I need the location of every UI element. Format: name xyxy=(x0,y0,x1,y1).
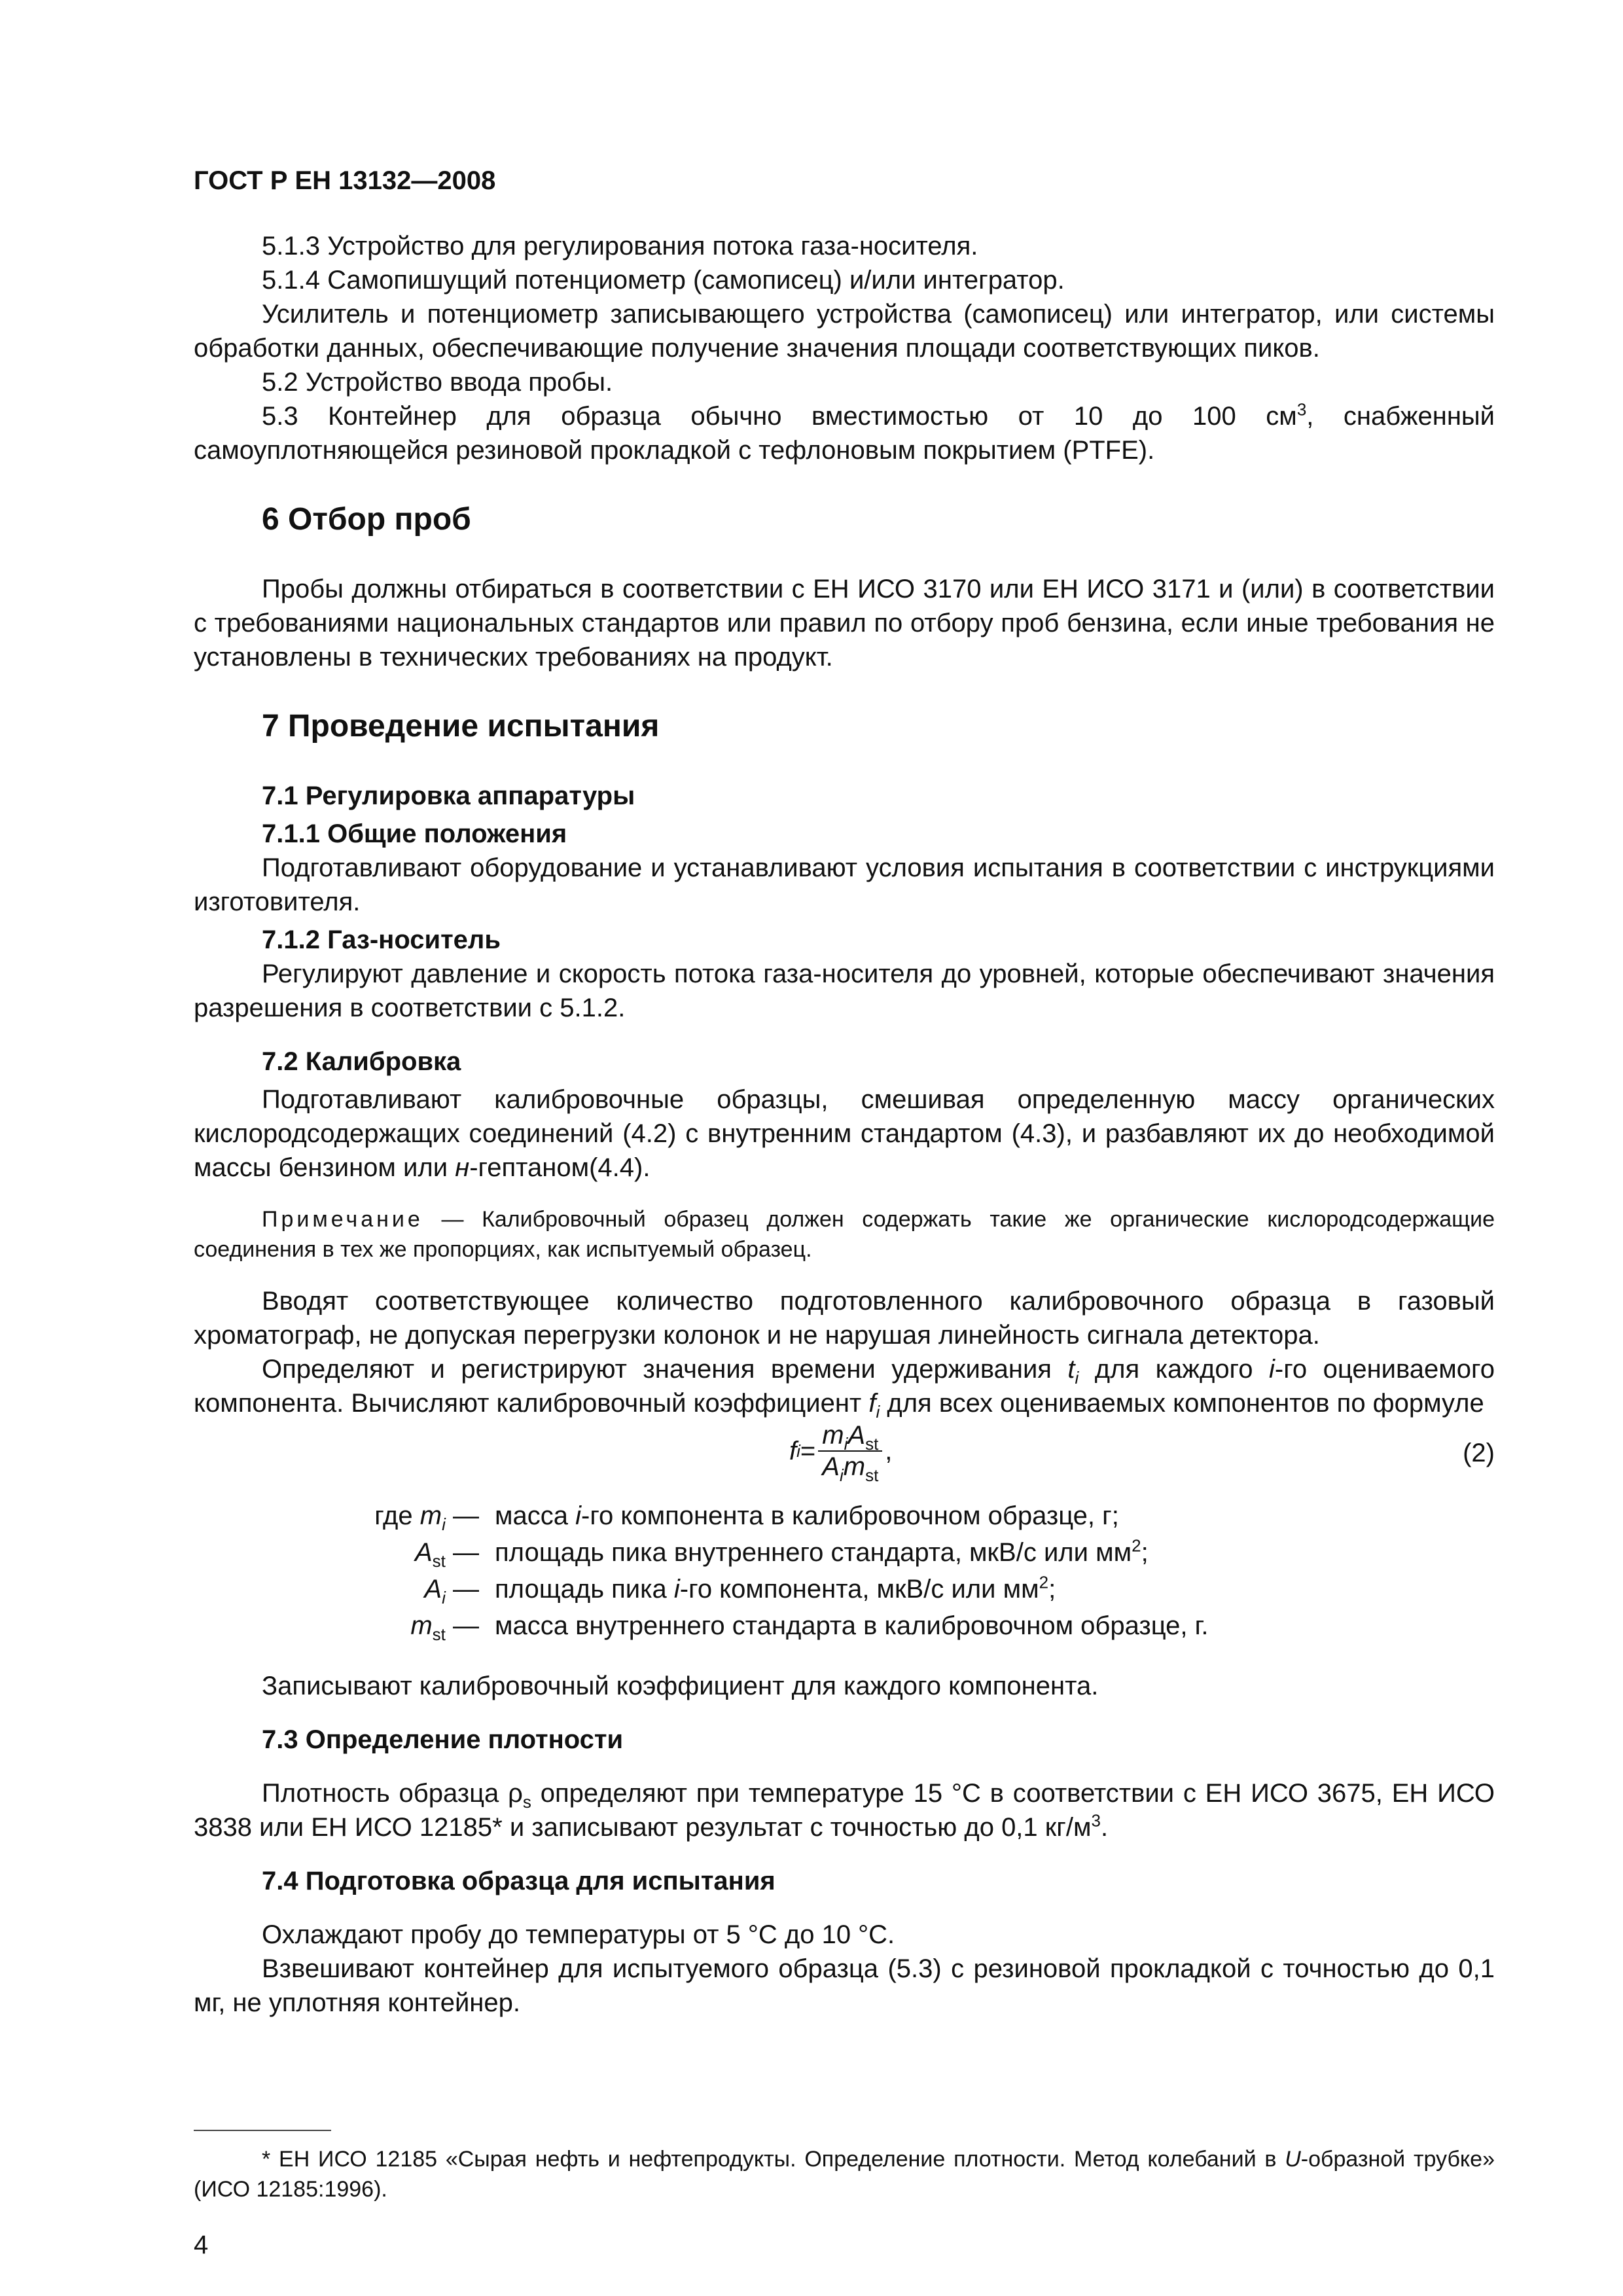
para-7-4-weigh: Взвешивают контейнер для испытуемого образца (5.3) с резиновой прокладкой с точностью до 0,1 мг, не уплотняя контейнер. xyxy=(194,1954,1495,2017)
document-header: ГОСТ Р ЕН 13132—2008 xyxy=(194,166,496,195)
formula-denominator: $A_im_{st}$ xyxy=(822,1452,879,1485)
section-7-heading: 7 Проведение испытания xyxy=(262,709,660,744)
section-7-1-1-heading: 7.1.1 Общие положения xyxy=(262,819,567,848)
section-7-4-heading: 7.4 Подготовка образца для испытания xyxy=(262,1867,776,1895)
where-list: где $m_i$ — масса i-го компонента в калибровочном образце, г; $A_{st}$ — площадь пика внутреннего стандарта, мкВ/с или $мм^2$; $A_i$ — площадь пика i-го компонента, мкВ/с или $мм^2$; $m_{st}$ — масса внутреннего стандарта в калибровочном образце, г. xyxy=(374,1501,1209,1644)
para-5-1-4-desc: Усилитель и потенциометр записывающего устройства (самописец) или интегратор, или системы обработки данных, обеспечивающие получение значения площади соответствующих пиков. xyxy=(194,300,1495,363)
para-7-4-cool: Охлаждают пробу до температуры от 5 °С до 10 °С. xyxy=(262,1920,895,1949)
section-6-heading: 6 Отбор проб xyxy=(262,502,471,537)
para-6: Пробы должны отбираться в соответствии с ЕН ИСО 3170 или ЕН ИСО 3171 и (или) в соответствии с требованиями национальных стандартов или правил по отбору проб бензина, если иные требования не установлены в технических требованиях на продукт. xyxy=(194,575,1495,672)
para-7-1-1: Подготавливают оборудование и устанавливают условия испытания в соответствии с инструкциями изготовителя. xyxy=(194,853,1495,916)
para-7-2-retention: Определяют и регистрируют значения времени удерживания $t_i$ для каждого i-го оцениваемого компонента. Вычисляют калибровочный коэффициент $f_i$ для всех оцениваемых компонентов по формуле xyxy=(194,1355,1495,1422)
para-5-1-3: 5.1.3 Устройство для регулирования потока газа-носителя. xyxy=(262,232,978,260)
footnote: * ЕН ИСО 12185 «Сырая нефть и нефтепродукты. Определение плотности. Метод колебаний в U-образной трубке» (ИСО 12185:1996). xyxy=(194,2147,1495,2202)
para-7-1-2: Регулируют давление и скорость потока газа-носителя до уровней, которые обеспечивают значения разрешения в соответствии с 5.1.2. xyxy=(194,960,1495,1022)
formula-number: (2) xyxy=(1463,1439,1495,1467)
footnote-separator xyxy=(194,2130,331,2131)
para-5-3: 5.3 Контейнер для образца обычно вместимостью от 10 до 100 $см^3$, снабженный самоуплотняющейся резиновой прокладкой с тефлоновым покрытием (PTFE). xyxy=(194,399,1495,465)
formula-expression: f i = $\frac{m_iA_{st}}{A_im_{st}}$ , xyxy=(789,1421,893,1485)
note-7-2: Примечание — Калибровочный образец должен содержать такие же органические кислородсодержащие соединения в тех же пропорциях, как испытуемый образец. xyxy=(194,1207,1495,1262)
para-7-3: Плотность образца $\rho_s$ определяют при температуре 15 °С в соответствии с ЕН ИСО 3675, ЕН ИСО 3838 или ЕН ИСО 12185* и записывают результат с точностью до 0,1 $кг/м^3$. xyxy=(194,1779,1495,1842)
section-7-2-heading: 7.2 Калибровка xyxy=(262,1047,461,1076)
section-7-1-2-heading: 7.1.2 Газ-носитель xyxy=(262,925,501,954)
formula-2 xyxy=(194,1420,1495,1499)
para-7-2-record: Записывают калибровочный коэффициент для каждого компонента. xyxy=(262,1672,1099,1700)
para-5-1-4: 5.1.4 Самопишущий потенциометр (самописец) и/или интегратор. xyxy=(262,266,1065,295)
formula-numerator: $m_iA_{st}$ xyxy=(818,1420,882,1452)
page-number: 4 xyxy=(194,2231,209,2259)
para-7-2: Подготавливают калибровочные образцы, смешивая определенную массу органических кислородсодержащих соединений (4.2) с внутренним стандартом (4.3), и разбавляют их до необходимой массы бензином или н-гептаном(4.4). xyxy=(194,1085,1495,1182)
section-7-1-heading: 7.1 Регулировка аппаратуры xyxy=(262,781,635,810)
section-7-3-heading: 7.3 Определение плотности xyxy=(262,1725,624,1754)
document-body xyxy=(194,229,1495,2020)
formula-fraction xyxy=(818,1420,882,1485)
para-5-2: 5.2 Устройство ввода пробы. xyxy=(262,368,613,397)
para-7-2-inject: Вводят соответствующее количество подготовленного калибровочного образца в газовый хроматограф, не допуская перегрузки колонок и не нарушая линейность сигнала детектора. xyxy=(194,1287,1495,1350)
